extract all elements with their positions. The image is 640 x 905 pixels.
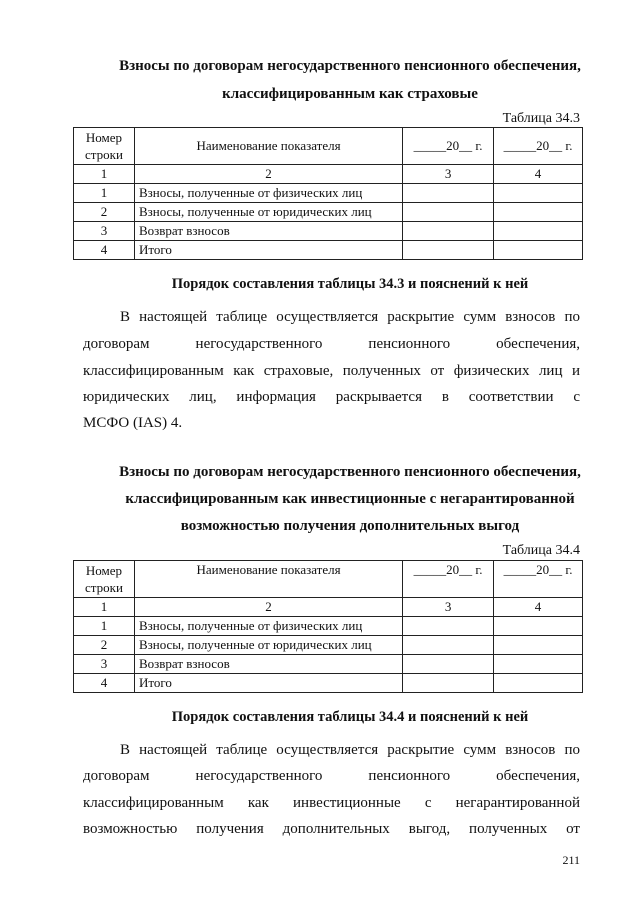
row-value-1 (403, 674, 494, 693)
section2-title-line3: возможностью получения дополнительных выгод (180, 518, 520, 534)
row-value-2 (494, 655, 583, 674)
row-number: 1 (74, 184, 135, 203)
header-year-2: _____20__ г. (494, 128, 583, 165)
header-year-2: _____20__ г. (494, 561, 583, 598)
row-number: 4 (74, 241, 135, 260)
section1-title-line1: Взносы по договорам негосударственного пенсионного обеспечения, (119, 58, 581, 74)
paragraph-line: классифицированным как инвестиционные с негарантированной (83, 795, 580, 811)
row-value-2 (494, 184, 583, 203)
table-row (74, 241, 583, 260)
paragraph-line: В настоящей таблице осуществляется раскрытие сумм взносов по (120, 742, 580, 758)
page-number: 211 (562, 853, 580, 867)
table-row (74, 184, 583, 203)
table-34-4-label: Таблица 34.4 (502, 543, 580, 558)
row-name: Взносы, полученные от физических лиц (134, 617, 402, 636)
table-index-row (74, 598, 583, 617)
paragraph-line: В настоящей таблице осуществляется раскрытие сумм взносов по (120, 309, 580, 325)
paragraph-line: возможностью получения дополнительных выгод, полученных от (83, 821, 580, 837)
index-cell: 3 (403, 598, 494, 617)
row-number: 4 (74, 674, 135, 693)
row-name: Итого (134, 241, 402, 260)
section2-title-line2: классифицированным как инвестиционные с негарантированной (125, 491, 575, 507)
row-value-2 (494, 674, 583, 693)
table-row (74, 674, 583, 693)
row-value-1 (403, 241, 494, 260)
index-cell: 2 (134, 598, 402, 617)
index-cell: 1 (74, 598, 135, 617)
paragraph-line: договорам негосударственного пенсионного обеспечения, (83, 336, 580, 352)
procedure-title-34-4: Порядок составления таблицы 34.4 и пояснений к ней (171, 709, 529, 725)
table-row (74, 617, 583, 636)
index-cell: 1 (74, 165, 135, 184)
paragraph-line: МСФО (IAS) 4. (83, 415, 183, 431)
row-name: Взносы, полученные от юридических лиц (134, 636, 402, 655)
row-value-2 (494, 636, 583, 655)
row-value-1 (403, 617, 494, 636)
table-34-3-label: Таблица 34.3 (502, 111, 580, 126)
row-value-2 (494, 617, 583, 636)
row-value-1 (403, 203, 494, 222)
section2-title-line1: Взносы по договорам негосударственного пенсионного обеспечения, (119, 464, 581, 480)
paragraph-line: юридических лиц, информация раскрывается в соответствии с (83, 389, 580, 405)
row-value-1 (403, 184, 494, 203)
row-number: 2 (74, 203, 135, 222)
row-number: 3 (74, 655, 135, 674)
index-cell: 4 (494, 165, 583, 184)
paragraph-line: классифицированным как страховые, полученных от физических лиц и (83, 363, 580, 379)
row-number: 3 (74, 222, 135, 241)
row-name: Взносы, полученные от физических лиц (134, 184, 402, 203)
header-indicator-name: Наименование показателя (134, 561, 402, 598)
index-cell: 3 (403, 165, 494, 184)
table-34-4 (73, 560, 583, 693)
index-cell: 2 (134, 165, 402, 184)
row-value-2 (494, 241, 583, 260)
table-row (74, 636, 583, 655)
row-value-1 (403, 222, 494, 241)
table-row (74, 222, 583, 241)
row-value-2 (494, 222, 583, 241)
header-row-number: Номер строки (74, 561, 135, 598)
row-name: Возврат взносов (134, 655, 402, 674)
paragraph-line: договорам негосударственного пенсионного обеспечения, (83, 768, 580, 784)
row-number: 2 (74, 636, 135, 655)
row-name: Взносы, полученные от юридических лиц (134, 203, 402, 222)
header-indicator-name: Наименование показателя (134, 128, 402, 165)
table-34-3 (73, 127, 583, 260)
index-cell: 4 (494, 598, 583, 617)
row-name: Итого (134, 674, 402, 693)
table-row (74, 203, 583, 222)
section1-title-line2: классифицированным как страховые (222, 86, 478, 102)
row-name: Возврат взносов (134, 222, 402, 241)
procedure-title-34-3: Порядок составления таблицы 34.3 и пояснений к ней (171, 276, 529, 292)
row-value-1 (403, 655, 494, 674)
header-year-1: _____20__ г. (403, 561, 494, 598)
row-value-1 (403, 636, 494, 655)
table-row (74, 655, 583, 674)
header-year-1: _____20__ г. (403, 128, 494, 165)
row-number: 1 (74, 617, 135, 636)
row-value-2 (494, 203, 583, 222)
header-row-number: Номер строки (74, 128, 135, 165)
table-header-row (74, 128, 583, 165)
table-header-row (74, 561, 583, 598)
table-index-row (74, 165, 583, 184)
